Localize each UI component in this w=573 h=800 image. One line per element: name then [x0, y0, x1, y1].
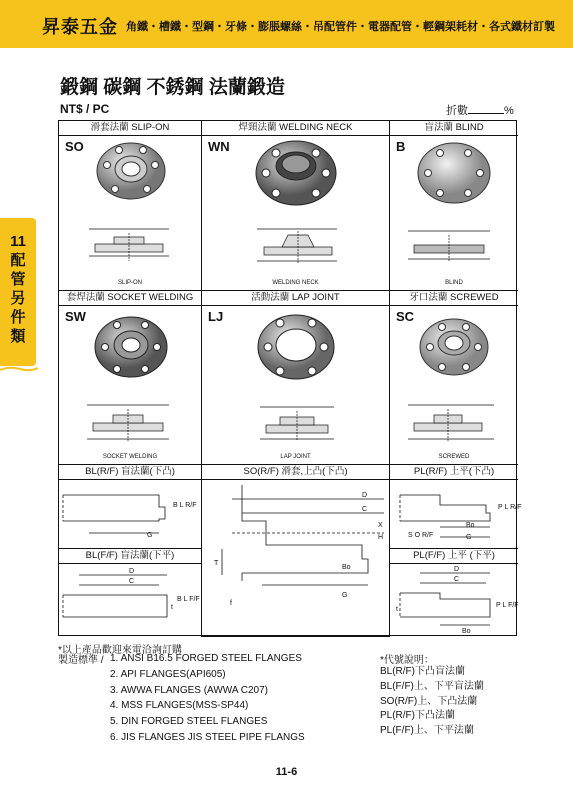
blind-flange-photo — [390, 121, 518, 291]
dim-c: C — [454, 576, 460, 583]
cell-screwed — [390, 291, 518, 465]
cell-title: 套焊法蘭 SOCKET WELDING — [59, 291, 201, 306]
list-item: 4. MSS FLANGES(MSS-SP44) — [110, 700, 249, 712]
so-rf-tag: S O R/F — [408, 532, 434, 539]
pl-ff-tag: P L F/F — [496, 602, 519, 609]
lap-joint-flange-photo — [202, 291, 390, 465]
screwed-flange-photo — [390, 291, 518, 465]
cell-code: B — [396, 139, 406, 154]
bl-ff-tag: B L F/F — [177, 596, 200, 603]
dim-g: G — [147, 532, 153, 539]
header-bar — [0, 0, 573, 48]
list-item: SO(R/F)上、下凸法蘭 — [380, 695, 478, 707]
list-item: 2. API FLANGES(API605) — [110, 668, 226, 680]
dim-c: C — [129, 578, 135, 585]
codes-title: *代號說明： — [380, 655, 434, 666]
discount-label: 折數 — [446, 105, 468, 117]
welding-neck-flange-photo — [202, 121, 390, 291]
so-rf-drawing — [202, 465, 434, 637]
flange-grid — [58, 120, 522, 636]
discount-suffix: % — [504, 105, 514, 117]
cell-code: SO — [65, 139, 84, 154]
cell-caption: SCREWED — [438, 454, 470, 460]
pl-ff-drawing — [390, 549, 518, 637]
socket-welding-flange-photo — [59, 291, 202, 465]
section-tab-label: 11 配 管 另 件 類 — [10, 233, 26, 345]
list-item: 3. AWWA FLANGES (AWWA C207) — [110, 684, 268, 696]
cell-title: 滑套法蘭 SLIP-ON — [59, 121, 201, 136]
cell-caption: SOCKET WELDING — [102, 454, 158, 460]
dim-t: t — [396, 606, 398, 613]
cell-code: SW — [65, 309, 86, 324]
cell-title: 牙口法蘭 SCREWED — [390, 291, 518, 306]
bl-rf-tag: B L R/F — [173, 502, 197, 509]
drawing-title: PL(R/F) 上平(下凸) — [390, 465, 518, 480]
list-item: 6. JIS FLANGES JIS STEEL PIPE FLANGS — [110, 731, 305, 743]
dim-bo: Bo — [462, 628, 471, 635]
cell-code: LJ — [208, 309, 224, 324]
codes-list — [380, 665, 484, 739]
list-item: BL(R/F)下凸盲法蘭 — [380, 666, 465, 677]
header-tagline: 角鐵・槽鐵・型鋼・牙條・膨脹螺絲・吊配管件・電器配管・輕鋼架耗材・各式鐵材訂製 — [126, 21, 555, 33]
drawing-title: BL(R/F) 盲法蘭(下凸) — [59, 465, 201, 480]
standards-label: 製造標準 / — [58, 655, 104, 666]
cell-bl-ff — [59, 549, 202, 637]
cell-slip-on — [59, 121, 202, 291]
cell-welding-neck — [202, 121, 390, 291]
cell-bl-rf — [59, 465, 202, 549]
slip-on-flange-photo — [59, 121, 202, 291]
list-item: BL(F/F)上、下平盲法蘭 — [380, 680, 484, 692]
cell-blind — [390, 121, 518, 291]
dim-d: D — [129, 568, 135, 575]
cell-socket-welding — [59, 291, 202, 465]
brand-name: 昇泰五金 — [42, 17, 118, 37]
list-item: PL(R/F)下凸法蘭 — [380, 710, 455, 722]
dim-h: H — [378, 534, 384, 541]
bl-rf-drawing — [59, 465, 202, 549]
page-number: 11-6 — [275, 766, 298, 778]
drawing-title: PL(F/F) 上平 (下平) — [390, 549, 518, 564]
cell-pl-ff — [390, 549, 518, 637]
bl-ff-drawing — [59, 549, 202, 637]
cell-title: 盲法蘭 BLIND — [390, 121, 518, 136]
drawing-title: SO(R/F) 滑套,上凸(下凸) — [202, 465, 389, 480]
price-unit: NT$ / PC — [60, 102, 110, 116]
cell-caption: BLIND — [445, 280, 463, 286]
cell-caption: LAP JOINT — [280, 454, 311, 460]
cell-lap-joint — [202, 291, 390, 465]
pl-rf-tag: P L R/F — [498, 504, 522, 511]
discount-field — [446, 102, 514, 118]
dim-d: D — [362, 492, 368, 499]
drawing-title: BL(F/F) 盲法蘭(下平) — [59, 549, 201, 564]
cell-code: WN — [208, 139, 230, 154]
dim-d: D — [454, 566, 460, 573]
tab-wave-decoration — [0, 366, 38, 372]
order-note: *以上產品歡迎來電洽詢訂購 — [58, 645, 182, 656]
standards-list — [110, 651, 305, 746]
pl-rf-drawing — [390, 465, 522, 549]
dim-t: T — [214, 560, 219, 567]
cell-caption: WELDING NECK — [272, 280, 319, 286]
dim-t: t — [171, 604, 173, 611]
dim-bo: Bo — [342, 564, 351, 571]
section-tab[interactable] — [0, 218, 36, 366]
cell-title: 活動法蘭 LAP JOINT — [202, 291, 389, 306]
dim-bo: Bo — [466, 522, 475, 529]
cell-pl-rf — [390, 465, 522, 549]
discount-blank — [468, 103, 504, 114]
dim-c: C — [362, 506, 368, 513]
dim-f: f — [230, 600, 232, 607]
cell-title: 焊頸法蘭 WELDING NECK — [202, 121, 389, 136]
list-item: PL(F/F)上、下平法蘭 — [380, 725, 474, 737]
dim-x: X — [378, 522, 383, 529]
dim-g: G — [466, 534, 472, 541]
list-item: 5. DIN FORGED STEEL FLANGES — [110, 716, 268, 728]
list-item: 1. ANSI B16.5 FORGED STEEL FLANGES — [110, 653, 302, 664]
cell-caption: SLIP-ON — [117, 280, 142, 286]
cell-so-rf — [202, 465, 434, 637]
dim-g: G — [342, 592, 348, 599]
cell-code: SC — [396, 309, 415, 324]
page-title: 鍛鋼 碳鋼 不銹鋼 法蘭鍛造 — [60, 77, 285, 98]
